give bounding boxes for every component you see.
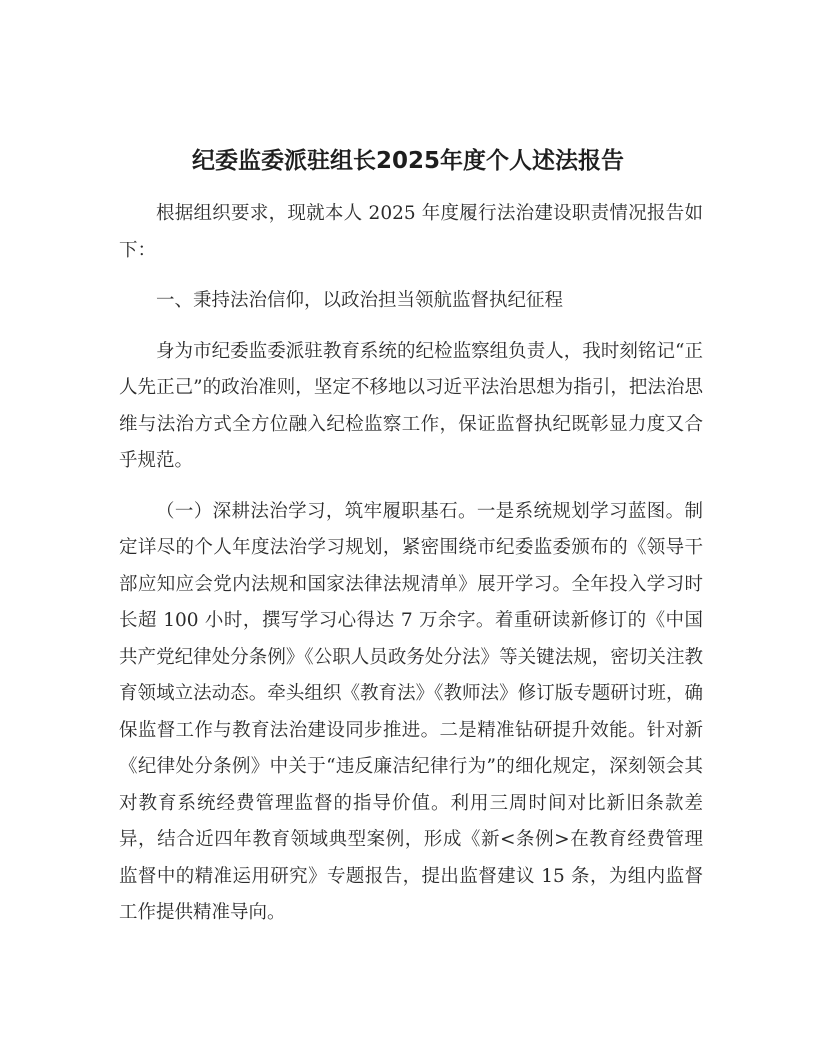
intro-paragraph: 根据组织要求，现就本人 2025 年度履行法治建设职责情况报告如下：: [119, 203, 703, 261]
document-body: [119, 196, 703, 946]
body-paragraph: （一）深耕法治学习，筑牢履职基石。一是系统规划学习蓝图。制定详尽的个人年度法治学习规划，紧密围绕市纪委监委颁布的《领导干部应知应会党内法规和国家法律法规清单》展开学习。全年投入学习时长超 100 小时，撰写学习心得达 7 万余字。着重研读新修订的《中国共产党纪律处分条例》《公职人员政务处分法》等关键法规，密切关注教育领域立法动态。牵头组织《教育法》《教师法》修订版专题研讨班，确保监督工作与教育法治建设同步推进。二是精准钻研提升效能。针对新《纪律处分条例》中关于“违反廉洁纪律行为”的细化规定，深刻领会其对教育系统经费管理监督的指导价值。利用三周时间对比新旧条款差异，结合近四年教育领域典型案例，形成《新<条例>在教育经费管理监督中的精准运用研究》专题报告，提出监督建议 15 条，为组内监督工作提供精准导向。: [119, 500, 703, 923]
document-title: 纪委监委派驻组长2025年度个人述法报告: [191, 148, 624, 174]
body-paragraph: 身为市纪委监委派驻教育系统的纪检监察组负责人，我时刻铭记“正人先正己”的政治准则，坚定不移地以习近平法治思想为指引，把法治思维与法治方式全方位融入纪检监察工作，保证监督执纪既彰显力度又合乎规范。: [119, 340, 703, 471]
section-heading: 一、秉持法治信仰，以政治担当领航监督执纪征程: [156, 290, 564, 311]
